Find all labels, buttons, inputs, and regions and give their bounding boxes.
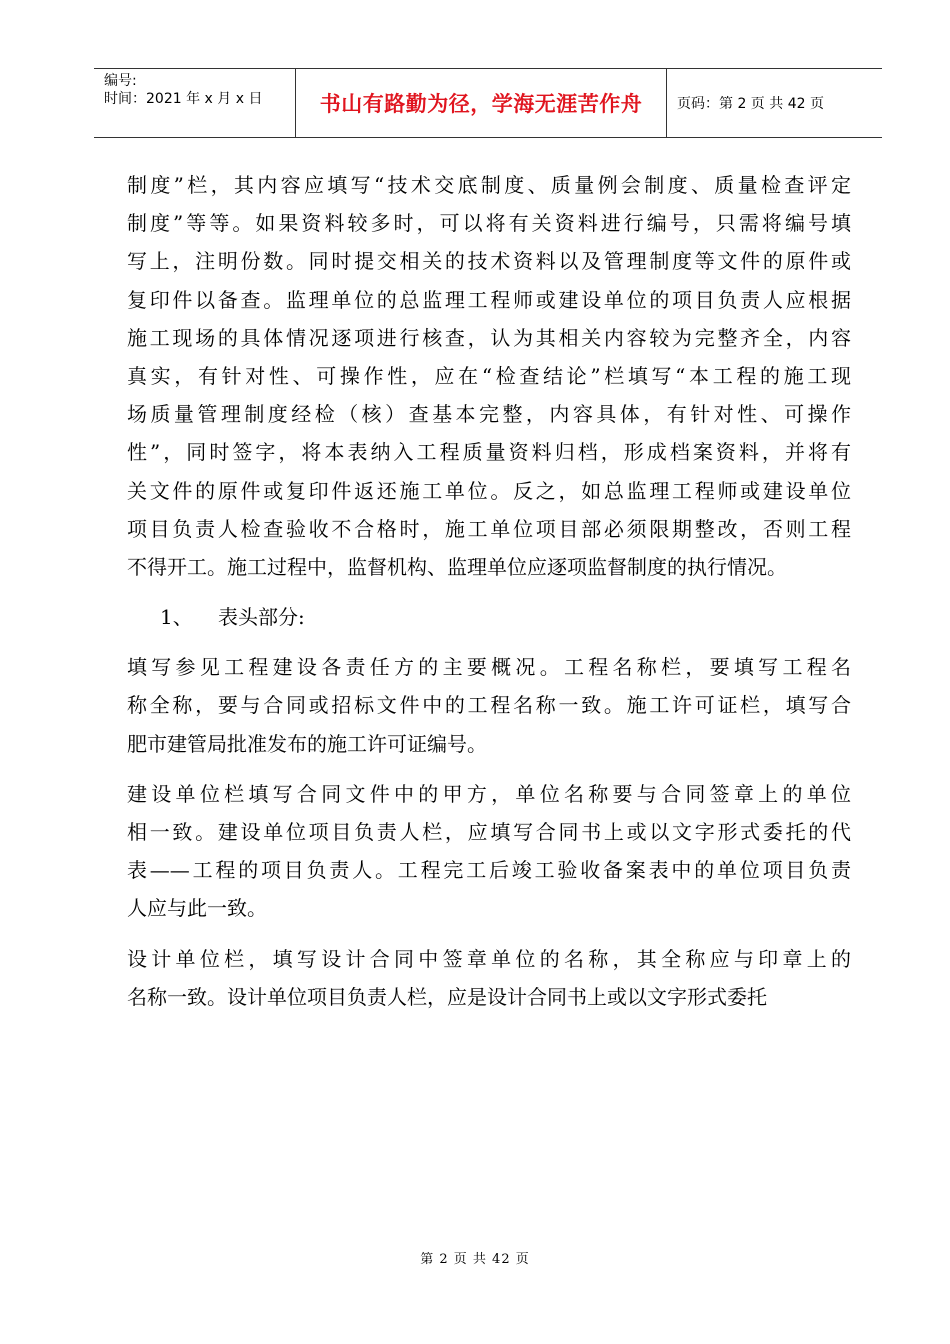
text-line: 不得开工。施工过程中，监督机构、监理单位应逐项监督制度的执行情况。 bbox=[127, 554, 787, 579]
header-meta-cell bbox=[94, 69, 295, 137]
text-line: 项目负责人检查验收不合格时，施工单位项目部必须限期整改，否则工程 bbox=[127, 516, 851, 541]
header-page-cell bbox=[667, 69, 882, 137]
header-motto-cell bbox=[295, 69, 667, 137]
code-label: 编号: bbox=[104, 73, 137, 89]
text-line: 名称一致。设计单位项目负责人栏，应是设计合同书上或以文字形式委托 bbox=[127, 984, 767, 1009]
text-line: 施工现场的具体情况逐项进行核查，认为其相关内容较为完整齐全，内容 bbox=[127, 325, 851, 350]
paragraph-gap bbox=[127, 636, 851, 648]
text-line: 制度”栏，其内容应填写“技术交底制度、质量例会制度、质量检查评定 bbox=[127, 173, 851, 197]
paragraph bbox=[127, 940, 851, 1016]
page-info: 页码：第 2 页 共 42 页 bbox=[677, 96, 824, 112]
paragraph-gap bbox=[127, 763, 851, 775]
paragraph bbox=[127, 648, 851, 763]
text-line: 写上，注明份数。同时提交相关的技术资料以及管理制度等文件的原件或 bbox=[127, 249, 851, 274]
text-line: 性”，同时签字，将本表纳入工程质量资料归档，形成档案资料，并将有 bbox=[127, 440, 851, 465]
text-line: 建设单位栏填写合同文件中的甲方，单位名称要与合同签章上的单位 bbox=[127, 781, 851, 806]
text-line: 真实，有针对性、可操作性，应在“检查结论”栏填写“本工程的施工现 bbox=[127, 363, 851, 388]
paragraph bbox=[127, 166, 851, 586]
motto-text: 书山有路勤为径，学海无涯苦作舟 bbox=[319, 92, 643, 116]
text-line: 表——工程的项目负责人。工程完工后竣工验收备案表中的单位项目负责 bbox=[127, 858, 851, 883]
text-line: 复印件以备查。监理单位的总监理工程师或建设单位的项目负责人应根据 bbox=[127, 287, 851, 312]
list-item bbox=[127, 598, 851, 636]
text-line: 人应与此一致。 bbox=[127, 896, 267, 921]
paragraph-gap bbox=[127, 928, 851, 940]
list-item-number: 1、 bbox=[160, 605, 193, 630]
paragraph-gap bbox=[127, 586, 851, 598]
text-line: 称全称，要与合同或招标文件中的工程名称一致。施工许可证栏，填写合 bbox=[127, 693, 851, 718]
text-line: 制度”等等。如果资料较多时，可以将有关资料进行编号，只需将编号填 bbox=[127, 211, 851, 236]
page-footer bbox=[0, 1248, 950, 1267]
text-line: 肥市建管局批准发布的施工许可证编号。 bbox=[127, 731, 487, 756]
text-line: 相一致。建设单位项目负责人栏，应填写合同书上或以文字形式委托的代 bbox=[127, 820, 851, 844]
paragraph bbox=[127, 775, 851, 928]
page-header bbox=[94, 68, 882, 138]
text-line: 设计单位栏，填写设计合同中签章单位的名称，其全称应与印章上的 bbox=[127, 946, 851, 971]
footer-page-number: 第 2 页 共 42 页 bbox=[420, 1252, 530, 1267]
list-item-text: 表头部分: bbox=[218, 605, 305, 630]
text-line: 填写参见工程建设各责任方的主要概况。工程名称栏，要填写工程名 bbox=[127, 655, 851, 680]
time-label: 时间：2021 年 x 月 x 日 bbox=[104, 91, 263, 107]
text-line: 关文件的原件或复印件返还施工单位。反之，如总监理工程师或建设单位 bbox=[127, 478, 851, 503]
document-body bbox=[127, 166, 851, 1016]
text-line: 场质量管理制度经检（核）查基本完整，内容具体，有针对性、可操作 bbox=[127, 402, 851, 427]
